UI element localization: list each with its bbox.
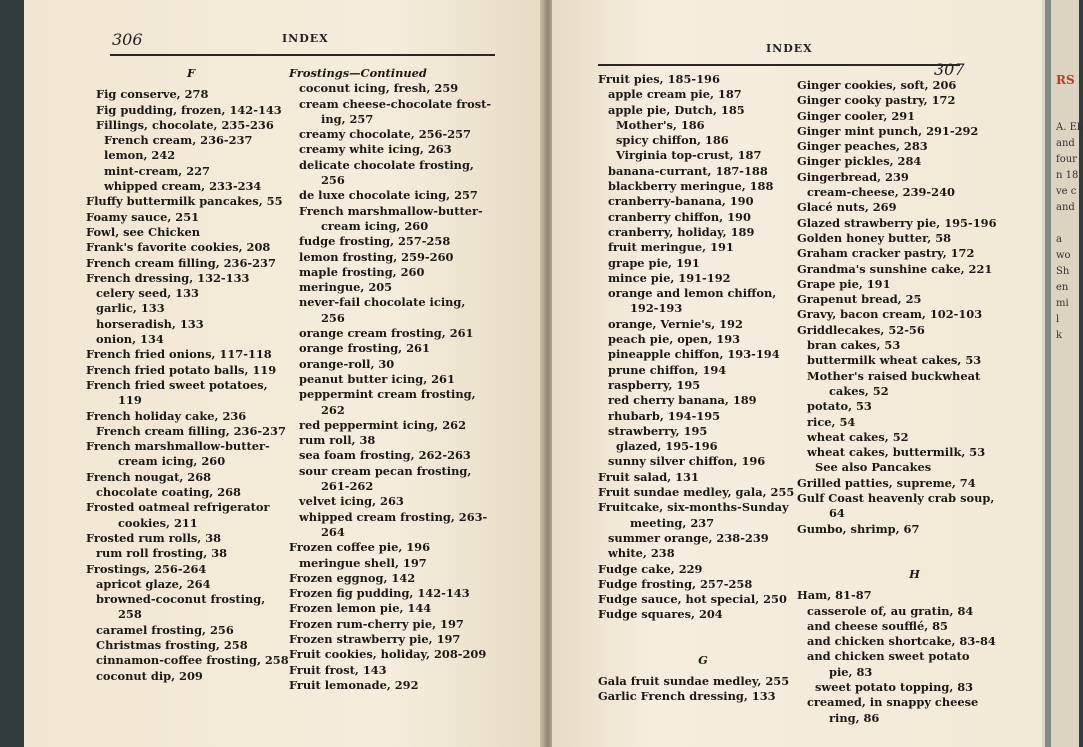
index-entry: French cream, 236-237 [104, 133, 253, 148]
index-entry: Frozen eggnog, 142 [289, 570, 416, 585]
index-entry: Fig conserve, 278 [96, 87, 209, 102]
index-entry: creamy chocolate, 256-257 [299, 127, 471, 142]
index-entry: ring, 86 [829, 710, 880, 725]
index-entry: bran cakes, 53 [807, 338, 901, 353]
index-entry: creamed, in snappy cheese [807, 695, 979, 710]
index-entry: red peppermint icing, 262 [299, 417, 466, 432]
index-entry: orange, Vernie's, 192 [608, 316, 743, 331]
index-entry: summer orange, 238-239 [608, 530, 769, 545]
index-entry: coconut icing, fresh, 259 [299, 81, 459, 96]
index-entry: Frozen rum-cherry pie, 197 [289, 616, 464, 631]
index-entry: French dressing, 132-133 [86, 270, 250, 285]
index-entry: Fruit lemonade, 292 [289, 677, 419, 692]
index-entry: onion, 134 [96, 332, 164, 347]
index-entry: Ginger cookies, soft, 206 [797, 78, 957, 92]
index-column-left-2 [289, 66, 529, 693]
index-entry: Frosted oatmeal refrigerator [86, 500, 270, 515]
index-entry: grape pie, 191 [608, 255, 700, 270]
page-leaf-edge [1045, 0, 1051, 747]
continued-heading: Frostings—Continued [289, 66, 427, 80]
index-entry: French fried onions, 117-118 [86, 347, 272, 362]
index-entry: velvet icing, 263 [299, 494, 404, 509]
index-entry: Griddlecakes, 52-56 [797, 322, 925, 337]
page-header: INDEX [766, 42, 813, 55]
index-entry: Fluffy buttermilk pancakes, 55 [86, 194, 283, 209]
edge-line: Sh [1056, 266, 1070, 277]
index-entry: peppermint cream frosting, [299, 387, 476, 402]
edge-line: and [1056, 202, 1075, 213]
index-entry: sunny silver chiffon, 196 [608, 454, 766, 469]
index-entry: Fruit sundae medley, gala, 255 [598, 485, 795, 500]
index-entry: Frozen fig pudding, 142-143 [289, 586, 470, 601]
index-entry: French cream filling, 236-237 [96, 423, 286, 438]
index-entry: French cream filling, 236-237 [86, 255, 276, 270]
index-entry: and chicken sweet potato [807, 649, 970, 664]
edge-line: l [1056, 314, 1060, 325]
index-entry: Gravy, bacon cream, 102-103 [797, 307, 983, 322]
index-entry: orange-roll, 30 [299, 356, 395, 371]
index-entry: Fruit pies, 185-196 [598, 72, 720, 86]
index-entry: Grape pie, 191 [797, 276, 891, 291]
index-entry: Frostings, 256-264 [86, 561, 207, 576]
index-entry: Graham cracker pastry, 172 [797, 246, 975, 261]
index-entry: Ginger peaches, 283 [797, 139, 928, 154]
index-entry: mint-cream, 227 [104, 163, 210, 178]
index-entry: French marshmallow-butter- [86, 439, 270, 454]
index-entry: Fruit frost, 143 [289, 662, 387, 677]
index-entry: Mother's raised buckwheat [807, 368, 981, 383]
index-entry: orange cream frosting, 261 [299, 326, 474, 341]
index-entry: cranberry-banana, 190 [608, 194, 754, 209]
index-entry: 261-262 [321, 479, 374, 494]
edge-text [1056, 40, 1083, 376]
index-entry: glazed, 195-196 [616, 439, 718, 454]
index-entry: whipped cream frosting, 263- [299, 509, 488, 524]
edge-line: k [1056, 330, 1063, 341]
index-entry: blackberry meringue, 188 [608, 179, 774, 194]
index-entry: creamy white icing, 263 [299, 142, 452, 157]
index-entry: spicy chiffon, 186 [616, 133, 729, 148]
index-entry: French fried potato balls, 119 [86, 362, 277, 377]
index-entry: apple pie, Dutch, 185 [608, 102, 745, 117]
section-letter: F [186, 66, 196, 80]
index-entry: delicate chocolate frosting, [299, 157, 474, 172]
index-entry: raspberry, 195 [608, 377, 701, 392]
index-entry: meringue shell, 197 [299, 555, 427, 570]
index-entry: apricot glaze, 264 [96, 576, 211, 591]
edge-line: A. Eb [1056, 122, 1083, 133]
index-entry: Fig pudding, frozen, 142-143 [96, 102, 282, 117]
index-entry: Fudge squares, 204 [598, 607, 723, 622]
index-entry: mince pie, 191-192 [608, 270, 731, 285]
index-entry: casserole of, au gratin, 84 [807, 603, 974, 618]
page-header: INDEX [282, 32, 329, 45]
index-entry: whipped cream, 233-234 [104, 179, 262, 194]
index-entry: Frozen lemon pie, 144 [289, 601, 432, 616]
index-entry: celery seed, 133 [96, 286, 199, 301]
index-entry: Ginger pickles, 284 [797, 154, 922, 169]
index-entry: Fudge frosting, 257-258 [598, 576, 753, 591]
index-entry: peanut butter icing, 261 [299, 371, 455, 386]
index-entry: Mother's, 186 [616, 117, 705, 132]
index-entry: fudge frosting, 257-258 [299, 234, 451, 249]
page-number: 306 [112, 30, 143, 49]
index-entry: Frozen coffee pie, 196 [289, 540, 431, 555]
index-entry: and chicken shortcake, 83-84 [807, 634, 996, 649]
index-entry: Grandma's sunshine cake, 221 [797, 261, 993, 276]
index-entry: rum roll, 38 [299, 433, 376, 448]
edge-line: a [1056, 234, 1062, 245]
index-entry: pineapple chiffon, 193-194 [608, 347, 780, 362]
index-entry: Ginger mint punch, 291-292 [797, 123, 979, 138]
index-entry: Fudge sauce, hot special, 250 [598, 592, 787, 607]
index-entry: cranberry, holiday, 189 [608, 224, 755, 239]
index-entry: peach pie, open, 193 [608, 332, 741, 347]
index-entry: de luxe chocolate icing, 257 [299, 188, 478, 203]
index-entry: Frank's favorite cookies, 208 [86, 240, 271, 255]
index-entry: ing, 257 [321, 111, 374, 126]
edge-line: and [1056, 138, 1075, 149]
index-entry: garlic, 133 [96, 301, 165, 316]
index-entry: rum roll frosting, 38 [96, 546, 228, 561]
section-gap [598, 623, 808, 649]
index-entry: cookies, 211 [118, 515, 198, 530]
index-entry: browned-coconut frosting, [96, 592, 266, 607]
index-entry: Fowl, see Chicken [86, 224, 201, 239]
right-page [552, 0, 1042, 747]
next-page-edge [1042, 0, 1083, 747]
index-entry: horseradish, 133 [96, 316, 204, 331]
index-entry: cinnamon-coffee frosting, 258 [96, 653, 289, 668]
index-entry: Foamy sauce, 251 [86, 209, 200, 224]
index-entry: Ginger cooky pastry, 172 [797, 93, 956, 108]
index-entry: cream icing, 260 [321, 218, 429, 233]
section-letter: H [909, 566, 920, 581]
index-entry: white, 238 [608, 546, 675, 561]
index-entry: never-fail chocolate icing, [299, 295, 466, 310]
index-entry: 119 [118, 393, 142, 408]
index-entry: sour cream pecan frosting, [299, 463, 472, 478]
index-entry: 256 [321, 173, 345, 188]
index-entry: Grilled patties, supreme, 74 [797, 475, 976, 490]
index-entry: Garlic French dressing, 133 [598, 689, 776, 704]
left-page [24, 0, 544, 747]
index-entry: strawberry, 195 [608, 423, 708, 438]
index-entry: Frozen strawberry pie, 197 [289, 631, 461, 646]
edge-line: mi [1056, 298, 1069, 309]
edge-line: wo [1056, 250, 1071, 261]
index-entry: French holiday cake, 236 [86, 408, 247, 423]
index-entry: cakes, 52 [829, 383, 889, 398]
index-entry: caramel frosting, 256 [96, 622, 234, 637]
index-entry: wheat cakes, 52 [807, 429, 909, 444]
index-entry: Fudge cake, 229 [598, 561, 703, 576]
header-rule [598, 64, 960, 66]
index-entry: banana-currant, 187-188 [608, 163, 768, 178]
index-entry: apple cream pie, 187 [608, 87, 742, 102]
index-entry: Ham, 81-87 [797, 588, 872, 603]
index-entry: See also Pancakes [815, 460, 932, 475]
edge-line: ve c [1056, 186, 1077, 197]
index-entry: buttermilk wheat cakes, 53 [807, 353, 982, 368]
index-entry: chocolate coating, 268 [96, 485, 241, 500]
index-entry: Gulf Coast heavenly crab soup, [797, 491, 995, 506]
index-entry: orange frosting, 261 [299, 341, 430, 356]
index-entry: 256 [321, 310, 345, 325]
index-entry: Gala fruit sundae medley, 255 [598, 673, 790, 688]
index-entry: cream icing, 260 [118, 454, 226, 469]
edge-heading: RS [1056, 73, 1075, 87]
index-entry: meringue, 205 [299, 280, 393, 295]
index-entry: lemon, 242 [104, 148, 176, 163]
index-entry: coconut dip, 209 [96, 668, 203, 683]
index-entry: 64 [829, 506, 845, 521]
index-entry: lemon frosting, 259-260 [299, 249, 454, 264]
index-entry: Fruit salad, 131 [598, 469, 699, 484]
index-entry: 262 [321, 402, 345, 417]
index-entry: maple frosting, 260 [299, 264, 425, 279]
index-entry: sweet potato topping, 83 [815, 679, 974, 694]
index-entry: and cheese soufflé, 85 [807, 618, 948, 633]
index-entry: cream-cheese, 239-240 [807, 185, 955, 200]
index-entry: fruit meringue, 191 [608, 240, 734, 255]
index-entry: French nougat, 268 [86, 469, 212, 484]
index-entry: meeting, 237 [630, 515, 715, 530]
index-entry: 258 [118, 607, 142, 622]
edge-line [1056, 216, 1083, 232]
index-entry: Glacé nuts, 269 [797, 200, 897, 215]
index-entry: Gingerbread, 239 [797, 169, 909, 184]
edge-line: en [1056, 282, 1069, 293]
index-entry: Christmas frosting, 258 [96, 637, 248, 652]
page-number: 307 [934, 60, 965, 79]
index-entry: rhubarb, 194-195 [608, 408, 721, 423]
index-entry: 192-193 [630, 301, 683, 316]
index-entry: prune chiffon, 194 [608, 362, 727, 377]
index-column-right-1 [598, 72, 808, 705]
index-entry: Glazed strawberry pie, 195-196 [797, 215, 997, 230]
index-entry: Grapenut bread, 25 [797, 292, 922, 307]
edge-lines [1056, 120, 1083, 344]
index-entry: sea foam frosting, 262-263 [299, 448, 471, 463]
index-entry: Gumbo, shrimp, 67 [797, 521, 920, 536]
section-gap [797, 537, 1032, 563]
index-entry: red cherry banana, 189 [608, 393, 757, 408]
index-entry: cream cheese-chocolate frost- [299, 96, 492, 111]
index-entry: French fried sweet potatoes, [86, 377, 268, 392]
index-entry: wheat cakes, buttermilk, 53 [807, 445, 986, 460]
index-entry: Golden honey butter, 58 [797, 230, 952, 245]
index-entry: French marshmallow-butter- [299, 203, 483, 218]
index-entry: pie, 83 [829, 664, 873, 679]
index-entry: Fruit cookies, holiday, 208-209 [289, 647, 487, 662]
index-entry: Frosted rum rolls, 38 [86, 530, 222, 545]
index-column-left-1 [86, 62, 296, 684]
edge-line: n 18 [1056, 170, 1079, 181]
section-letter: G [698, 652, 708, 667]
index-entry: potato, 53 [807, 399, 872, 414]
index-entry: Ginger cooler, 291 [797, 108, 916, 123]
index-entry: orange and lemon chiffon, [608, 286, 777, 301]
index-column-right-2 [797, 78, 1032, 726]
index-entry: rice, 54 [807, 414, 856, 429]
index-entry: Virginia top-crust, 187 [616, 148, 762, 163]
index-entry: 264 [321, 524, 345, 539]
index-entry: Fillings, chocolate, 235-236 [96, 117, 274, 132]
header-rule [110, 54, 495, 56]
index-entry: Fruitcake, six-months-Sunday [598, 500, 789, 515]
index-entry: cranberry chiffon, 190 [608, 209, 751, 224]
edge-line: four [1056, 154, 1077, 165]
